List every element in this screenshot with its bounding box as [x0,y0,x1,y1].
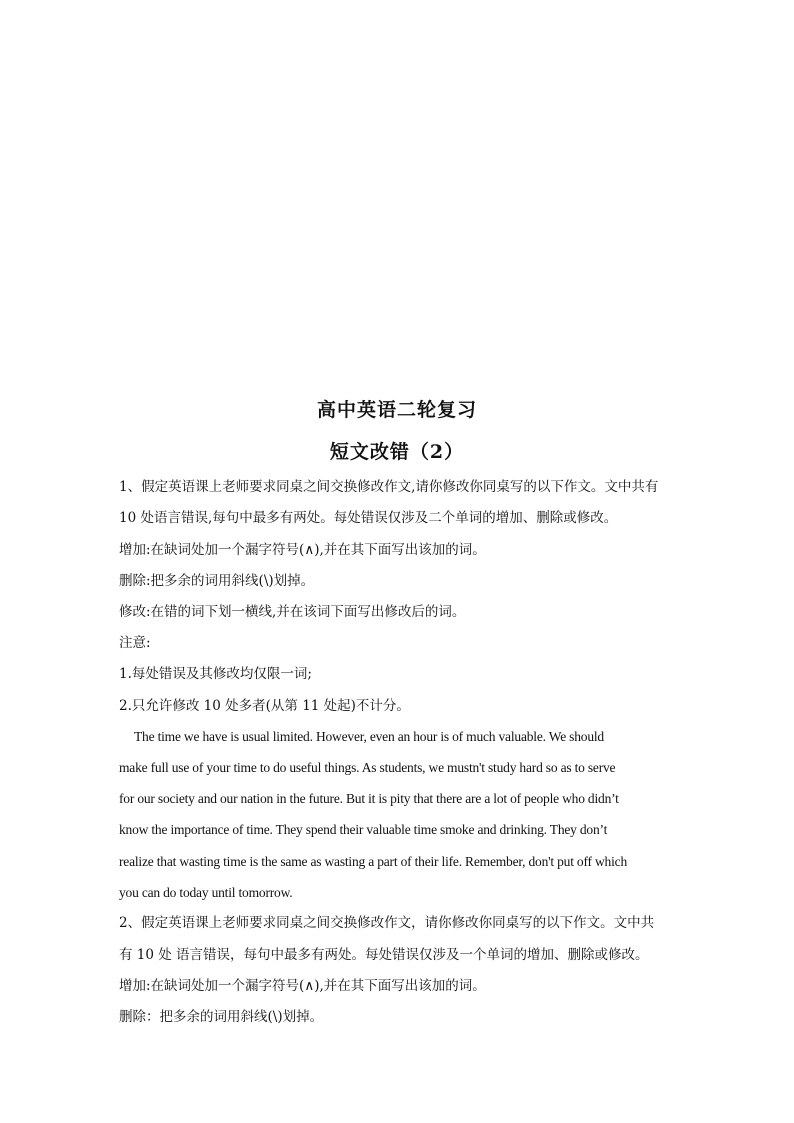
passage-line-3: for our society and our nation in the future. But it is pity that there are a lot of people who didn’t [119,791,619,806]
q1-add-rule: 增加:在缺词处加一个漏字符号(∧),并在其下面写出该加的词。 [119,542,486,558]
passage-line-1: The time we have is usual limited. However, even an hour is of much valuable. We should [134,729,604,744]
q1-note-1: 1.每处错误及其修改均仅限一词; [119,666,312,682]
q1-instruction-line-1: 1、假定英语课上老师要求同桌之间交换修改作文,请你修改你同桌写的以下作文。文中共有 [119,479,659,495]
passage-line-4: know the importance of time. They spend their valuable time smoke and drinking. They don’t [119,822,608,837]
q2-add-rule: 增加:在缺词处加一个漏字符号(∧),并在其下面写出该加的词。 [119,978,486,994]
passage-line-5: realize that wasting time is the same as wasting a part of their life. Remember, don't put off which [119,854,627,869]
q1-delete-rule: 删除:把多余的词用斜线(\)划掉。 [119,573,315,589]
q1-modify-rule: 修改:在错的词下划一横线,并在该词下面写出修改后的词。 [119,604,466,620]
document-title: 高中英语二轮复习 [316,399,477,421]
q1-instruction-line-2: 10 处语言错误,每句中最多有两处。每处错误仅涉及二个单词的增加、删除或修改。 [119,510,618,526]
document-subtitle: 短文改错（2） [329,441,465,463]
q1-note-label: 注意: [119,635,151,651]
q2-instruction-line-1: 2、假定英语课上老师要求同桌之间交换修改作文，请你修改你同桌写的以下作文。文中共 [119,915,655,931]
q2-instruction-line-2: 有 10 处 语言错误，每句中最多有两处。每处错误仅涉及一个单词的增加、删除或修改。 [119,947,649,963]
q1-note-2: 2.只允许修改 10 处多者(从第 11 处起)不计分。 [119,698,410,714]
passage-line-6: you can do today until tomorrow. [119,885,293,900]
q2-delete-rule: 删除：把多余的词用斜线(\)划掉。 [119,1009,324,1025]
passage-line-2: make full use of your time to do useful things. As students, we mustn't study hard so as to serve [119,760,616,775]
